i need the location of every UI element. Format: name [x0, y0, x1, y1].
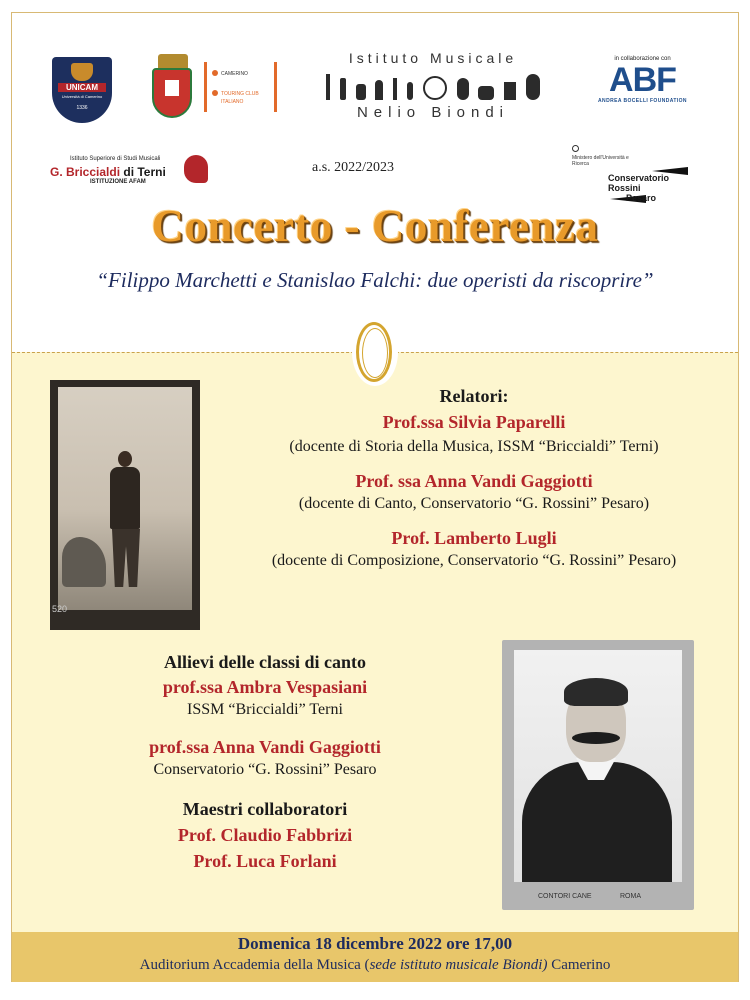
- abf-name: ANDREA BOCELLI FOUNDATION: [598, 98, 687, 104]
- briccialdi-name-red: G. Briccialdi: [50, 165, 121, 179]
- camerino-line2: TOURING CLUB ITALIANO: [221, 91, 259, 105]
- relatore-name: Prof.ssa Silvia Paparelli: [382, 412, 566, 432]
- photo-caption-left: CONTORI CANE: [538, 893, 592, 900]
- figure-legs: [112, 529, 140, 587]
- briccialdi-line1: Istituto Superiore di Studi Musicali: [70, 156, 161, 162]
- allievi-heading: Allievi delle classi di canto: [164, 652, 366, 672]
- camerino-shield-icon: [152, 68, 192, 118]
- maestro-name: Prof. Claudio Fabbrizi: [177, 825, 353, 845]
- teacher-name: prof.ssa Ambra Vespasiani: [162, 677, 368, 697]
- venue-text: Auditorium Accademia della Musica (: [139, 957, 370, 973]
- photo-caption-right: ROMA: [620, 893, 641, 900]
- figure-body: [110, 467, 140, 529]
- academic-year: a.s. 2022/2023: [312, 160, 395, 175]
- figure-moustache: [572, 732, 620, 744]
- relatore-desc: (docente di Canto, Conservatorio “G. Rossini” Pesaro): [298, 495, 650, 512]
- allievi-block: [100, 650, 430, 874]
- portrait-marchetti: [50, 380, 200, 630]
- unicam-year: 1336: [76, 105, 88, 111]
- relatore-name: Prof. Lamberto Lugli: [391, 528, 557, 548]
- dot-icon: [212, 70, 218, 76]
- event-subtitle: “Filippo Marchetti e Stanislao Falchi: due operisti da riscoprire”: [96, 268, 654, 292]
- figure-body: [522, 762, 672, 882]
- briccialdi-name-black: di Terni: [120, 165, 166, 179]
- unicam-logo: [52, 57, 112, 123]
- teacher-inst: ISSM “Briccialdi” Terni: [187, 701, 343, 718]
- abf-mark: ABF: [609, 61, 676, 99]
- figure-head: [118, 451, 132, 467]
- instruments-icon: [322, 70, 544, 100]
- venue-city: Camerino: [547, 957, 611, 973]
- relatori-heading: Relatori:: [439, 386, 509, 406]
- event-date: Domenica 18 dicembre 2022 ore 17,00: [237, 934, 513, 953]
- portrait-falchi: [502, 640, 694, 910]
- abf-collab: in collaborazione con: [614, 56, 671, 62]
- abf-logo: [590, 56, 695, 116]
- camerino-logo: [148, 52, 280, 120]
- figure-hair: [564, 678, 628, 706]
- venue-italic-text: sede istituto musicale Biondi): [369, 957, 548, 973]
- maestri-heading: Maestri collaboratori: [182, 799, 348, 819]
- footer-band: [12, 932, 738, 982]
- emblem-icon: [572, 145, 579, 152]
- unicam-sub: Università di Camerino: [61, 94, 103, 99]
- briccialdi-name: [50, 165, 166, 179]
- ministry-text: Ministero dell'Università e Ricerca: [572, 155, 629, 167]
- rossini-line1: Conservatorio: [608, 173, 670, 183]
- istituto-line2: Nelio Biondi: [356, 104, 510, 121]
- event-venue: [12, 955, 738, 975]
- briccialdi-line3: ISTITUZIONE AFAM: [90, 179, 146, 185]
- teacher-name: prof.ssa Anna Vandi Gaggiotti: [149, 737, 381, 757]
- camerino-text: [221, 70, 280, 106]
- crown-icon: [158, 54, 188, 68]
- istituto-biondi-logo: [322, 50, 544, 126]
- teacher-inst: Conservatorio “G. Rossini” Pesaro: [153, 761, 377, 778]
- rossini-line2: Rossini: [608, 183, 641, 193]
- dot-icon: [212, 90, 218, 96]
- camerino-line1: CAMERINO: [221, 71, 248, 77]
- relatori-block: [210, 384, 738, 572]
- unicam-crest-icon: [71, 63, 93, 81]
- relatore-desc: (docente di Storia della Musica, ISSM “Briccialdi” Terni): [289, 438, 659, 455]
- rock-shape: [62, 537, 106, 587]
- maestro-name: Prof. Luca Forlani: [193, 851, 337, 871]
- relatore-desc: (docente di Composizione, Conservatorio “G. Rossini” Pesaro): [271, 552, 677, 569]
- rossini-line3: Pesaro: [626, 193, 657, 203]
- photo-number: 520: [52, 604, 68, 614]
- istituto-line1: Istituto Musicale: [348, 50, 518, 66]
- unicam-name: UNICAM: [58, 83, 106, 92]
- flutist-icon: [184, 155, 208, 183]
- divider-bar: [204, 62, 207, 112]
- briccialdi-logo: [50, 152, 210, 192]
- oval-ornament-icon: [356, 322, 392, 382]
- relatore-name: Prof. ssa Anna Vandi Gaggiotti: [355, 471, 593, 491]
- event-title: Concerto - Conferenza: [151, 201, 599, 251]
